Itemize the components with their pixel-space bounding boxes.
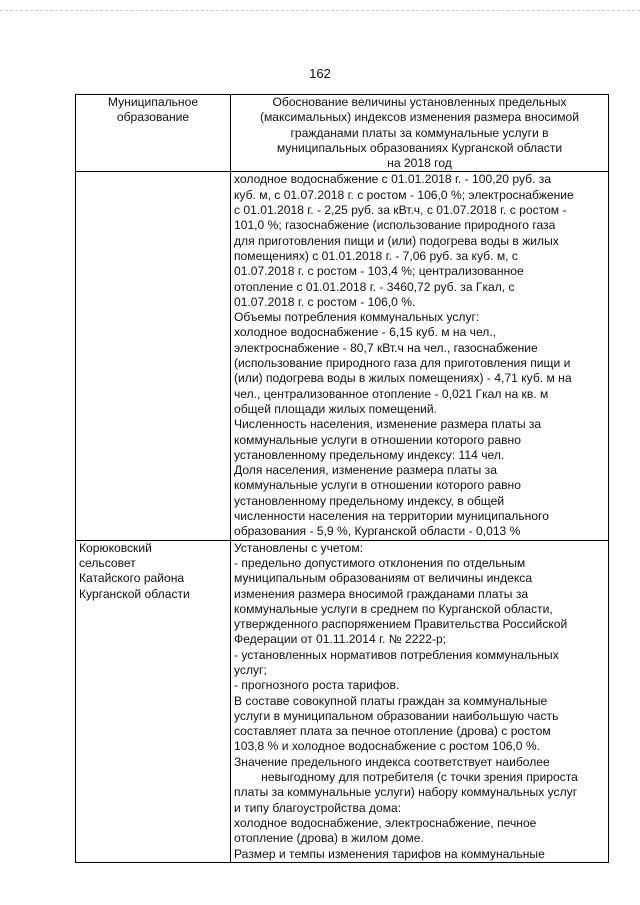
table-row xyxy=(76,540,609,862)
text-line: Значение предельного индекса соответствует наиболее xyxy=(234,754,550,769)
text-line: отопление (дрова) в жилом доме. xyxy=(234,831,424,846)
text-line: (или) подогрева воды в жилых помещениях) - 4,71 куб. м на xyxy=(234,371,572,386)
header-municipality-line: образование xyxy=(116,110,190,125)
text-line: 101,0 %; газоснабжение (использование природного газа xyxy=(234,218,556,233)
text-line: холодное водоснабжение с 01.01.2018 г. - 100,20 руб. за xyxy=(234,172,552,187)
text-line: образования - 5,9 %, Курганской области - 0,013 % xyxy=(234,524,521,539)
municipality-cell xyxy=(76,172,231,540)
text-line: Численность населения, изменение размера платы за xyxy=(234,417,542,432)
text-line: коммунальные услуги в отношении которого равно xyxy=(234,478,521,493)
text-line: установленному предельному индексу, в общей xyxy=(234,493,505,508)
text-line: муниципальным образованиям от величины индекса xyxy=(234,571,533,586)
text-line: Федерации от 01.11.2014 г. № 2222-р; xyxy=(234,632,447,647)
text-line: - предельно допустимого отклонения по отдельным xyxy=(234,555,526,570)
text-line: изменения размера вносимой гражданами платы за xyxy=(234,586,529,601)
text-line: для приготовления пищи и (или) подогрева воды в жилых xyxy=(234,233,559,248)
document-table xyxy=(75,94,609,863)
text-line: помещениях) с 01.01.2018 г. - 7,06 руб. за куб. м, с xyxy=(234,248,518,263)
table-header-row xyxy=(76,95,609,172)
text-line: чел., централизованное отопление - 0,021 Гкал на кв. м xyxy=(234,386,549,401)
text-line: с 01.01.2018 г. - 2,25 руб. за кВт.ч, с 01.07.2018 г. с ростом - xyxy=(234,203,567,218)
text-line: услуг; xyxy=(234,662,267,677)
text-line: Доля населения, изменение размера платы за xyxy=(234,463,497,478)
text-line: и типу благоустройства дома: xyxy=(234,800,402,815)
municipality-name-line: Курганской области xyxy=(79,586,190,601)
municipality-name-line: Катайского района xyxy=(79,571,185,586)
header-justification-cell xyxy=(231,95,609,172)
text-line: - установленных нормативов потребления коммунальных xyxy=(234,647,559,662)
text-line: холодное водоснабжение - 6,15 куб. м на чел., xyxy=(234,325,497,340)
header-justification-line: гражданами платы за коммунальные услуги в xyxy=(290,125,549,140)
text-line: В составе совокупной платы граждан за коммунальные xyxy=(234,693,548,708)
text-line: невыгодному для потребителя (с точки зрения прироста xyxy=(261,770,578,785)
municipality-name-line: сельсовет xyxy=(79,555,136,570)
text-line: 103,8 % и холодное водоснабжение с ростом 106,0 %. xyxy=(234,739,540,754)
text-line: установленному предельному индексу: 114 чел. xyxy=(234,447,505,462)
text-line: Размер и темпы изменения тарифов на коммунальные xyxy=(234,846,545,861)
text-line: (использование природного газа для приготовления пищи и xyxy=(234,356,571,371)
municipality-name-line: Корюковский xyxy=(79,540,152,555)
text-line: - прогнозного роста тарифов. xyxy=(234,678,400,693)
table-row xyxy=(76,172,609,540)
scan-border-line xyxy=(0,10,640,11)
header-municipality-line: Муниципальное xyxy=(107,95,199,109)
text-line: утвержденного распоряжением Правительства Российской xyxy=(234,617,568,632)
text-line: 01.07.2018 г. с ростом - 106,0 %. xyxy=(234,294,416,309)
text-line: электроснабжение - 80,7 кВт.ч на чел., газоснабжение xyxy=(234,340,538,355)
header-municipality-cell xyxy=(76,95,231,172)
text-line: холодное водоснабжение, электроснабжение, печное xyxy=(234,815,537,830)
text-line: численности населения на территории муниципального xyxy=(234,509,549,524)
header-justification-line: муниципальных образованиях Курганской области xyxy=(276,140,563,155)
text-line: услуги в муниципальном образовании наибольшую часть xyxy=(234,708,559,723)
page-number: 162 xyxy=(309,66,331,81)
text-line: 01.07.2018 г. с ростом - 103,4 %; централизованное xyxy=(234,264,524,279)
text-line: платы за коммунальные услуги) набору коммунальных услуг xyxy=(234,785,578,800)
text-line: Установлены с учетом: xyxy=(234,540,363,555)
text-line: коммунальные услуги в отношении которого равно xyxy=(234,432,521,447)
text-line: отопление с 01.01.2018 г. - 3460,72 руб. за Гкал, с xyxy=(234,279,515,294)
text-line: Объемы потребления коммунальных услуг: xyxy=(234,310,480,325)
header-justification-line: на 2018 год xyxy=(387,156,452,171)
text-line: куб. м, с 01.07.2018 г. с ростом - 106,0 %; электроснабжение xyxy=(234,187,574,202)
justification-cell xyxy=(231,540,609,862)
text-line: составляет плата за печное отопление (дрова) с ростом xyxy=(234,724,551,739)
text-line: коммунальные услуги в среднем по Курганской области, xyxy=(234,601,553,616)
header-justification-line: Обоснование величины установленных предельных xyxy=(272,95,567,109)
text-line: общей площади жилых помещений. xyxy=(234,401,438,416)
header-justification-line: (максимальных) индексов изменения размера вносимой xyxy=(259,110,580,125)
justification-cell xyxy=(231,172,609,540)
municipality-cell xyxy=(76,540,231,862)
